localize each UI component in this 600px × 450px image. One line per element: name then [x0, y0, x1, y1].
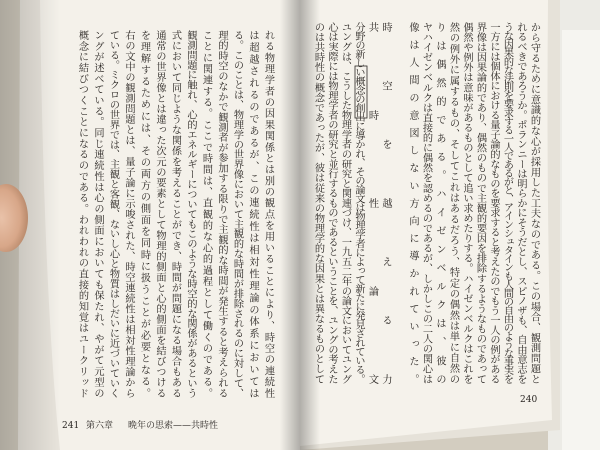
- left-page-column: る。このことは、物理学の世界像において主観的な時間が排除されるのに対して、: [231, 30, 243, 398]
- right-page-column: ユングは、こうした物理学者の研究と関連づけ、一九五二年の論文においてユング: [339, 22, 351, 384]
- right-page-column: うな因果的な法則を要求する一人であるがと、アインシュタインも人間の自由のような事実を: [501, 22, 513, 384]
- right-page-column: のは共時性の概念であったが、彼は従来の物理学的な因果とは異なるものとして: [312, 22, 324, 384]
- left-footer-title: 晩年の思索——共時性: [128, 421, 219, 431]
- left-footer: [62, 419, 218, 431]
- right-page-column: 一方には個体における量子論的なものを要求すると考えたのでもう一人の例がある: [488, 22, 499, 384]
- right-page-column: りは偶然的である。ハイゼンベルクは、彼の: [434, 22, 445, 384]
- right-page-column: 時空を越える力: [380, 22, 391, 384]
- right-page-column: ヤハイゼンベルクは直接的に偶然を認めるのであるが、しかしこの二人の関心は: [420, 22, 432, 384]
- left-page-number: 241: [62, 421, 80, 431]
- right-page-column: 心は実際には物理学者の研究と並行するものであるということを、ユングの考えた: [326, 22, 337, 384]
- left-page-column: 右の文中の観測問題とは、量子論に示唆された、時空連続性は相対性理論から: [123, 30, 134, 398]
- left-page-column: ングが述べている。同じ連続性は心の側面においても保たれ、やがて元型の: [92, 30, 103, 398]
- right-page-column: 偶然や例外は意味があるものとして追い求めたりする。ハイゼンベルクはこれを: [461, 22, 472, 384]
- left-page-column: ている。ミクロの世界では、主観と客観、ないし心と物質はしだいに近づいていく: [107, 30, 119, 398]
- left-page-column: 観測問題に触れ、心的エネルギーについてもこのような時空的な関係があるという: [185, 30, 196, 398]
- right-page-text: [313, 21, 541, 385]
- right-page-column: 分野の新しい概念の創出に導かれ、その論文は物理学者によって新たに発見されている。: [353, 22, 364, 384]
- right-page-column: から守るために意識的な心が採用した工夫なのである。この場合、観測問題と: [528, 22, 540, 384]
- right-page-column: 像は人間の意図しない方向に導かれていった。: [407, 22, 418, 384]
- right-page-column: 界像は因果論的であり、偶然のもので主観的要因を排除するようなものであって: [474, 22, 486, 384]
- left-page-column: 式において同じような関係を考えることができ、時間が問題になる場合もある: [169, 30, 181, 398]
- left-page-column: 通常の世界像とは違った次元の要素として物理的側面と心的側面を結びつける: [154, 30, 165, 398]
- left-page-column: 理的時空のなかで観測者が参加する限りで主観的な時間が発生すると考えられる: [216, 30, 227, 398]
- right-page-column: れるべきであろうか。ポランニーは明らかにそうだとし、スピノザも、自由意志を: [515, 22, 526, 384]
- right-page-column: 共時性論文: [366, 22, 378, 384]
- right-page-number: 240: [520, 395, 538, 405]
- left-page-column: を理解するためには、その両方の側面を同時に扱うことが必要となる。: [138, 30, 150, 398]
- left-page-column: 概念に結びつくことになるのである。われわれの直接的知覚はユークリッド: [76, 30, 88, 398]
- right-page-column: 然の例外に属するもの、そしてこれはあるだろう、特定の偶然は単に自然の: [447, 22, 459, 384]
- left-page-column: は超越されるのであるが、この連続性は相対性理論の体系においては: [247, 30, 258, 398]
- left-page-column: れる物理学者の因果関係とは別の観点を用いることにより、時空の連続性: [262, 30, 274, 398]
- left-footer-chapter: 第六章: [86, 421, 114, 431]
- left-page-column: ことに関連する。ここで時間は、直観的な心的過程として働くのである。: [200, 30, 212, 398]
- right-footer: [520, 395, 537, 405]
